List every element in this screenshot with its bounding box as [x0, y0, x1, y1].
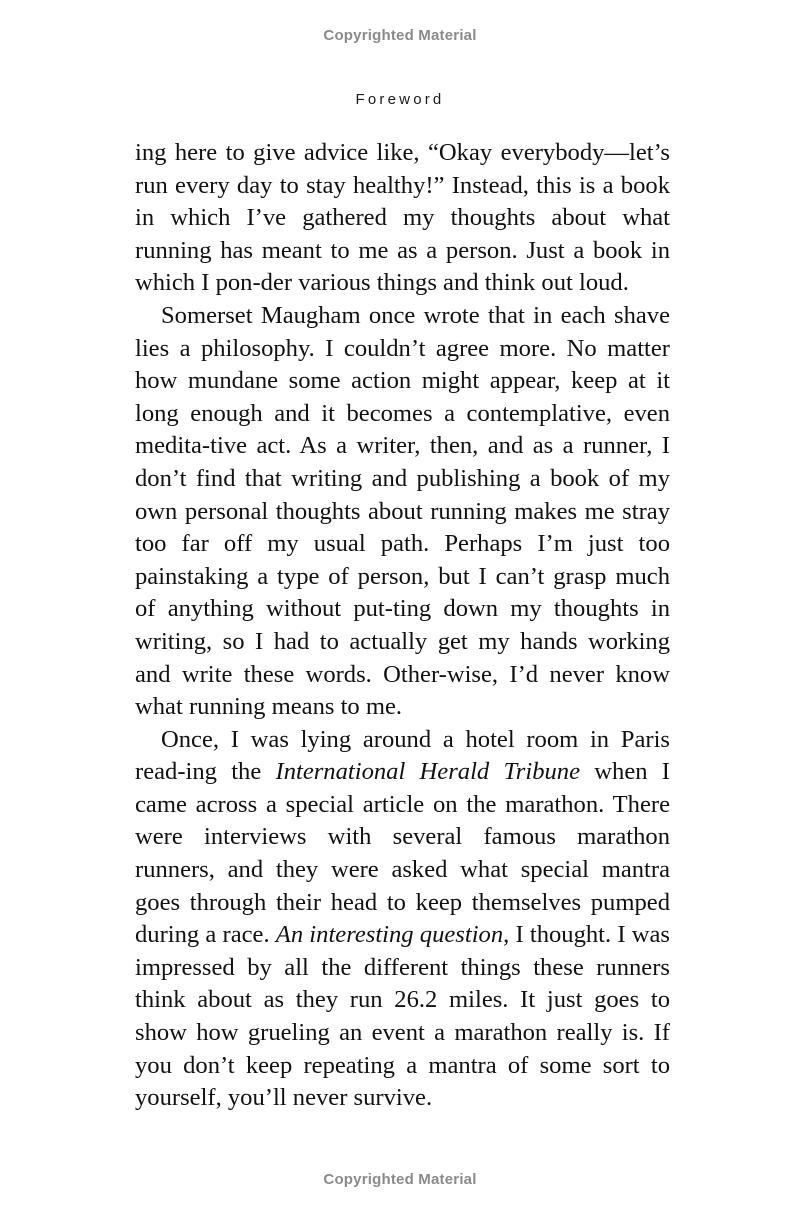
running-head-title: Foreword — [355, 91, 445, 108]
body-text — [135, 137, 670, 1115]
italic-phrase: An interesting question — [275, 921, 504, 949]
paragraph-1: ing here to give advice like, “Okay everybody—let’s run every day to stay healthy!” Instead, this is a book in which I’ve gathered my thoughts about what running has meant to me as a person. Just a book in which I pon-der various things and think out loud. — [135, 139, 670, 297]
copyright-watermark-top: Copyrighted Material — [323, 27, 477, 44]
paragraph-3 — [135, 724, 670, 1115]
paragraph-2: Somerset Maugham once wrote that in each shave lies a philosophy. I couldn’t agree more. No matter how mundane some action might appear, keep at it long enough and it becomes a contemplative, even medita-tive act. As a writer, then, and as a runner, I don’t find that writing and publishing a book of my own personal thoughts about running makes me stray too far off my usual path. Perhaps I’m just too painstaking a type of person, but I can’t grasp much of anything without put-ting down my thoughts in writing, so I had to actually get my hands working and write these words. Other-wise, I’d never know what running means to me. — [135, 301, 670, 721]
publication-title: International Herald Tribune — [275, 758, 581, 786]
paragraph-3-text-a: Once, I was lying around a hotel room in Paris read-ing the — [135, 725, 670, 786]
paragraph-3-text-b: when I came across a special article on the marathon. There were interviews with several famous marathon runners, and they were asked what special mantra goes through their head to keep themselves pumped during a race. — [135, 758, 670, 949]
paragraph-3-text-c: , I thought. I was impressed by all the different things these runners think about as they run 26.2 miles. It just goes to show how grueling an event a marathon really is. If you don’t keep repeating a mantra of some sort to yourself, you’ll never survive. — [135, 921, 670, 1112]
copyright-watermark-bottom: Copyrighted Material — [323, 1171, 477, 1188]
